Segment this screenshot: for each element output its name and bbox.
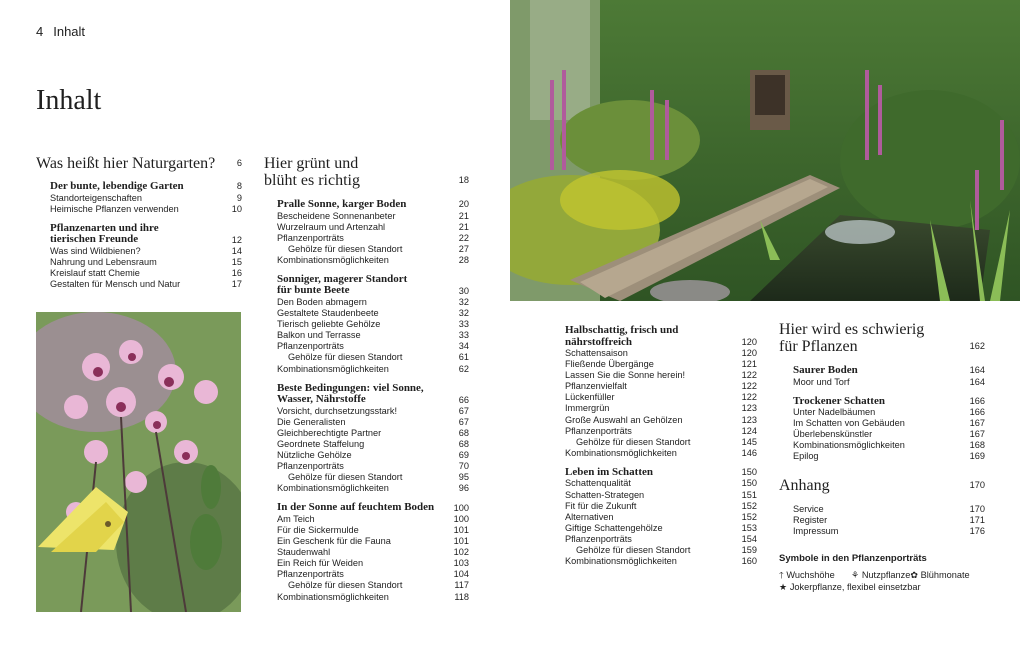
toc-entry[interactable] bbox=[50, 246, 242, 257]
chapter-page: 6 bbox=[236, 158, 242, 168]
chapter-title-line: Hier grünt und bbox=[264, 155, 359, 172]
entry-page: 14 bbox=[231, 245, 242, 256]
toc-entry[interactable] bbox=[277, 461, 469, 472]
entry-page: 22 bbox=[458, 232, 469, 243]
entry-page: 146 bbox=[741, 447, 757, 458]
toc-section[interactable] bbox=[50, 234, 242, 246]
entry-page: 145 bbox=[741, 436, 757, 447]
section-title: Wasser, Nährstoffe bbox=[277, 393, 366, 406]
entry-page: 122 bbox=[741, 370, 757, 381]
section-page: 120 bbox=[741, 336, 757, 347]
chapter-title: Was heißt hier Naturgarten? bbox=[36, 155, 216, 172]
entry-title: Unter Nadelbäumen bbox=[793, 407, 876, 418]
toc-entry[interactable] bbox=[565, 392, 757, 403]
toc-entry[interactable] bbox=[277, 341, 469, 352]
toc-section[interactable] bbox=[793, 396, 985, 408]
toc-entry[interactable] bbox=[50, 193, 242, 204]
entry-title: Lückenfüller bbox=[565, 392, 615, 403]
entry-page: 28 bbox=[458, 254, 469, 265]
entry-page: 17 bbox=[231, 278, 242, 289]
entry-page: 69 bbox=[458, 450, 469, 460]
entry-page: 151 bbox=[741, 489, 757, 500]
section-page: 150 bbox=[741, 467, 757, 478]
entry-page: 152 bbox=[741, 500, 757, 511]
entry-title: Bescheidene Sonnenanbeter bbox=[277, 210, 396, 221]
entry-title: Fit für die Zukunft bbox=[565, 500, 637, 511]
entry-page: 70 bbox=[458, 461, 469, 472]
entry-title: Lassen Sie die Sonne herein! bbox=[565, 370, 686, 381]
entry-page: 61 bbox=[458, 352, 469, 363]
toc-entry[interactable] bbox=[793, 526, 985, 537]
entry-title: Den Boden abmagern bbox=[277, 296, 367, 307]
entry-title: Kombinationsmöglichkeiten bbox=[565, 556, 677, 567]
entry-title: Schatten-Strategen bbox=[565, 489, 645, 500]
legend-item bbox=[910, 570, 982, 581]
entry-title: Schattenqualität bbox=[565, 478, 631, 489]
toc-section[interactable] bbox=[793, 365, 985, 377]
entry-title: Kombinationsmöglichkeiten bbox=[277, 591, 389, 602]
section-title: tierischen Freunde bbox=[50, 233, 139, 246]
toc-entry[interactable] bbox=[565, 512, 757, 523]
entry-page: 121 bbox=[741, 359, 757, 370]
entry-page: 153 bbox=[741, 522, 757, 533]
toc-entry[interactable] bbox=[565, 415, 757, 426]
legend-item bbox=[779, 570, 851, 581]
entry-title: Gehölze für diesen Standort bbox=[288, 580, 403, 591]
toc-section[interactable] bbox=[50, 181, 242, 193]
section-title-line: Halbschattig, frisch und bbox=[565, 324, 679, 336]
toc-entry[interactable] bbox=[565, 448, 757, 459]
entry-title: Im Schatten von Gebäuden bbox=[793, 418, 905, 429]
toc-entry[interactable] bbox=[277, 428, 469, 439]
toc-entry[interactable] bbox=[565, 523, 757, 534]
toc-entry[interactable] bbox=[793, 451, 985, 462]
entry-page: 159 bbox=[741, 545, 757, 555]
entry-page: 33 bbox=[458, 330, 469, 341]
toc-entry[interactable] bbox=[277, 352, 469, 363]
star-icon: ★ bbox=[779, 582, 788, 593]
chapter-page: 162 bbox=[969, 341, 985, 351]
entry-title: Überlebenskünstler bbox=[793, 429, 873, 440]
running-header bbox=[36, 24, 85, 39]
entry-page: 21 bbox=[458, 210, 469, 221]
entry-title: Pflanzenvielfalt bbox=[565, 381, 627, 392]
toc-column-1 bbox=[36, 155, 242, 290]
section-title: Der bunte, lebendige Garten bbox=[50, 180, 184, 192]
entry-title: Tierisch geliebte Gehölze bbox=[277, 319, 381, 330]
toc-entry[interactable] bbox=[793, 407, 985, 418]
entry-title: Pflanzenporträts bbox=[277, 341, 344, 352]
entry-title: Immergrün bbox=[565, 403, 610, 414]
toc-entry[interactable] bbox=[277, 417, 469, 428]
entry-title: Kombinationsmöglichkeiten bbox=[277, 254, 389, 265]
entry-page: 160 bbox=[741, 556, 757, 567]
toc-entry[interactable] bbox=[793, 429, 985, 440]
section-title: für bunte Beete bbox=[277, 284, 350, 297]
entry-title: Für die Sickermulde bbox=[277, 524, 359, 535]
garden-pond-photo bbox=[510, 0, 1020, 301]
entry-page: 123 bbox=[741, 414, 757, 425]
entry-title: Pflanzenporträts bbox=[277, 569, 344, 580]
toc-section[interactable] bbox=[565, 337, 757, 349]
toc-entry[interactable] bbox=[277, 558, 469, 569]
entry-title: Gehölze für diesen Standort bbox=[288, 472, 403, 483]
entry-page: 120 bbox=[741, 348, 757, 358]
toc-entry[interactable] bbox=[277, 536, 469, 547]
entry-page: 33 bbox=[458, 319, 469, 330]
entry-title: Wurzelraum und Artenzahl bbox=[277, 221, 386, 232]
entry-title: Kreislauf statt Chemie bbox=[50, 267, 140, 278]
section-title: Leben im Schatten bbox=[565, 465, 653, 478]
toc-entry[interactable] bbox=[565, 370, 757, 381]
toc-entry[interactable] bbox=[565, 556, 757, 567]
toc-entry[interactable] bbox=[277, 297, 469, 308]
entry-page: 32 bbox=[458, 296, 469, 307]
section-page: 20 bbox=[458, 199, 469, 210]
toc-entry[interactable] bbox=[277, 330, 469, 341]
entry-title: Balkon und Terrasse bbox=[277, 330, 361, 341]
entry-title: Epilog bbox=[793, 451, 819, 462]
entry-title: Was sind Wildbienen? bbox=[50, 245, 141, 256]
toc-entry[interactable] bbox=[793, 377, 985, 388]
entry-page: 164 bbox=[969, 376, 985, 387]
toc-section[interactable] bbox=[277, 285, 469, 297]
entry-title: Pflanzenporträts bbox=[565, 425, 632, 436]
toc-entry[interactable] bbox=[277, 406, 469, 417]
chapter-title: blüht es richtig bbox=[264, 172, 360, 189]
toc-column-2 bbox=[264, 155, 469, 603]
entry-page: 62 bbox=[458, 363, 469, 374]
entry-title: Alternativen bbox=[565, 511, 614, 522]
entry-page: 100 bbox=[453, 513, 469, 524]
entry-page: 166 bbox=[969, 407, 985, 418]
legend-label: Blühmonate bbox=[920, 569, 970, 580]
symbols-legend-title: Symbole in den Pflanzenporträts bbox=[779, 552, 927, 564]
toc-entry[interactable] bbox=[793, 440, 985, 451]
toc-entry[interactable] bbox=[50, 204, 242, 215]
section-page: 164 bbox=[969, 365, 985, 376]
toc-entry[interactable] bbox=[277, 592, 469, 603]
oregano-butterfly-illustration bbox=[36, 312, 241, 612]
section-page: 166 bbox=[969, 396, 985, 406]
entry-page: 95 bbox=[458, 472, 469, 483]
toc-chapter[interactable] bbox=[779, 338, 985, 355]
entry-title: Schattensaison bbox=[565, 348, 628, 358]
chapter-title: für Pflanzen bbox=[779, 338, 858, 355]
toc-entry[interactable] bbox=[277, 364, 469, 375]
entry-page: 117 bbox=[454, 580, 469, 591]
toc-column-4 bbox=[779, 321, 985, 593]
legend-item bbox=[851, 570, 910, 581]
toc-entry[interactable] bbox=[277, 483, 469, 494]
entry-title: Standorteigenschaften bbox=[50, 192, 142, 203]
entry-page: 68 bbox=[458, 438, 469, 449]
entry-page: 101 bbox=[453, 536, 469, 547]
entry-title: Gehölze für diesen Standort bbox=[288, 243, 403, 254]
toc-entry[interactable] bbox=[50, 257, 242, 268]
entry-title: Gehölze für diesen Standort bbox=[288, 352, 403, 363]
toc-entry[interactable] bbox=[50, 268, 242, 279]
toc-entry[interactable] bbox=[277, 514, 469, 525]
entry-title: Fließende Übergänge bbox=[565, 359, 654, 370]
toc-entry[interactable] bbox=[277, 439, 469, 450]
toc-section[interactable] bbox=[277, 394, 469, 406]
page-number: 4 bbox=[36, 24, 44, 39]
toc-entry[interactable] bbox=[277, 547, 469, 558]
entry-page: 32 bbox=[458, 308, 469, 319]
entry-title: Kombinationsmöglichkeiten bbox=[277, 483, 389, 494]
section-page: 8 bbox=[236, 181, 242, 192]
section-title-line: Sonniger, magerer Standort bbox=[277, 272, 408, 285]
chapter-title-line: Hier wird es schwierig bbox=[779, 321, 925, 338]
flower-icon: ✿ bbox=[910, 569, 919, 580]
toc-chapter[interactable] bbox=[36, 155, 242, 172]
section-title-line: Beste Bedingungen: viel Sonne, bbox=[277, 381, 424, 394]
entry-title: Gleichberechtigte Partner bbox=[277, 427, 382, 438]
section-title: nährstoffreich bbox=[565, 335, 633, 348]
oregano-butterfly-photo bbox=[36, 312, 241, 612]
page-title: Inhalt bbox=[36, 85, 102, 116]
entry-title: Kombinationsmöglichkeiten bbox=[793, 440, 905, 451]
legend-label: Wuchshöhe bbox=[786, 569, 835, 580]
entry-page: 67 bbox=[458, 405, 469, 416]
entry-page: 9 bbox=[236, 192, 242, 203]
entry-page: 68 bbox=[458, 427, 469, 438]
toc-entry[interactable] bbox=[277, 580, 469, 591]
entry-page: 170 bbox=[969, 503, 985, 514]
entry-page: 122 bbox=[741, 381, 757, 392]
legend-item bbox=[779, 582, 921, 593]
entry-page: 152 bbox=[741, 511, 757, 522]
toc-entry[interactable] bbox=[793, 515, 985, 526]
toc-entry[interactable] bbox=[277, 233, 469, 244]
entry-page: 150 bbox=[741, 478, 757, 489]
toc-entry[interactable] bbox=[50, 279, 242, 290]
entry-page: 67 bbox=[458, 416, 469, 427]
toc-entry[interactable] bbox=[565, 348, 757, 359]
chapter-title: Anhang bbox=[779, 476, 830, 494]
section-title: Pralle Sonne, karger Boden bbox=[277, 198, 407, 210]
entry-page: 102 bbox=[453, 547, 469, 558]
toc-column-3 bbox=[565, 325, 757, 567]
entry-title: Register bbox=[793, 514, 828, 525]
entry-page: 118 bbox=[454, 591, 469, 602]
entry-title: Die Generalisten bbox=[277, 416, 346, 427]
entry-page: 167 bbox=[969, 429, 985, 440]
garden-pond-illustration bbox=[510, 0, 1020, 301]
toc-entry[interactable] bbox=[277, 472, 469, 483]
entry-page: 167 bbox=[969, 418, 985, 429]
toc-entry[interactable] bbox=[565, 381, 757, 392]
entry-title: Giftige Schattengehölze bbox=[565, 522, 663, 533]
entry-title: Heimische Pflanzen verwenden bbox=[50, 203, 179, 214]
toc-chapter[interactable] bbox=[264, 172, 469, 189]
toc-entry[interactable] bbox=[565, 403, 757, 414]
section-page: 100 bbox=[453, 502, 469, 513]
toc-entry[interactable] bbox=[277, 211, 469, 222]
entry-title: Vorsicht, durchsetzungsstark! bbox=[277, 405, 398, 416]
section-page: 12 bbox=[231, 234, 242, 245]
entry-title: Staudenwahl bbox=[277, 547, 331, 558]
toc-entry[interactable] bbox=[565, 545, 757, 556]
toc-entry[interactable] bbox=[277, 525, 469, 536]
entry-title: Nützliche Gehölze bbox=[277, 450, 352, 460]
toc-entry[interactable] bbox=[277, 222, 469, 233]
entry-page: 122 bbox=[741, 392, 757, 403]
legend-label: Nutzpflanze bbox=[861, 569, 911, 580]
toc-entry[interactable] bbox=[565, 426, 757, 437]
toc-entry[interactable] bbox=[277, 244, 469, 255]
entry-title: Gestaltete Staudenbeete bbox=[277, 308, 379, 319]
toc-section[interactable] bbox=[277, 502, 469, 514]
toc-chapter[interactable] bbox=[779, 477, 985, 494]
chapter-page: 170 bbox=[969, 479, 985, 490]
entry-title: Service bbox=[793, 503, 824, 514]
chapter-page: 18 bbox=[458, 175, 469, 185]
entry-page: 168 bbox=[969, 440, 985, 451]
entry-title: Pflanzenporträts bbox=[277, 461, 344, 472]
section-page: 30 bbox=[458, 285, 469, 296]
entry-title: Kombinationsmöglichkeiten bbox=[565, 447, 677, 458]
entry-page: 154 bbox=[741, 533, 757, 544]
toc-entry[interactable] bbox=[565, 359, 757, 370]
toc-entry[interactable] bbox=[565, 490, 757, 501]
entry-page: 15 bbox=[231, 256, 242, 267]
toc-entry[interactable] bbox=[277, 569, 469, 580]
section-title: Saurer Boden bbox=[793, 364, 858, 376]
toc-entry[interactable] bbox=[565, 437, 757, 448]
section-page: 66 bbox=[458, 394, 469, 405]
toc-entry[interactable] bbox=[277, 255, 469, 266]
entry-title: Am Teich bbox=[277, 513, 315, 524]
toc-section[interactable] bbox=[565, 467, 757, 479]
entry-page: 123 bbox=[741, 403, 757, 414]
entry-title: Gehölze für diesen Standort bbox=[576, 545, 691, 555]
entry-title: Gehölze für diesen Standort bbox=[576, 436, 691, 447]
running-title: Inhalt bbox=[53, 24, 86, 39]
toc-entry[interactable] bbox=[793, 418, 985, 429]
section-title-line: Pflanzenarten und ihre bbox=[50, 221, 159, 234]
entry-page: 27 bbox=[458, 243, 469, 254]
entry-title: Pflanzenporträts bbox=[565, 533, 632, 544]
entry-page: 34 bbox=[458, 341, 469, 352]
entry-page: 21 bbox=[458, 221, 469, 232]
entry-title: Impressum bbox=[793, 525, 839, 536]
toc-entry[interactable] bbox=[793, 504, 985, 515]
entry-title: Pflanzenporträts bbox=[277, 232, 344, 243]
toc-section[interactable] bbox=[277, 199, 469, 211]
entry-page: 16 bbox=[231, 267, 242, 278]
section-title: Trockener Schatten bbox=[793, 394, 885, 407]
legend-label: Jokerpflanze, flexibel einsetzbar bbox=[789, 582, 921, 593]
entry-page: 176 bbox=[969, 525, 985, 536]
entry-title: Ein Geschenk für die Fauna bbox=[277, 536, 391, 547]
entry-title: Ein Reich für Weiden bbox=[277, 558, 364, 569]
toc-entry[interactable] bbox=[277, 450, 469, 461]
section-title: In der Sonne auf feuchtem Boden bbox=[277, 501, 435, 514]
entry-page: 101 bbox=[453, 524, 469, 535]
useful-plant-icon: ⚘ bbox=[851, 569, 860, 580]
entry-page: 103 bbox=[453, 558, 469, 569]
toc-entry[interactable] bbox=[565, 534, 757, 545]
arrow-up-icon: 🡑 bbox=[779, 569, 784, 580]
toc-entry[interactable] bbox=[565, 501, 757, 512]
entry-page: 124 bbox=[741, 425, 757, 436]
entry-title: Kombinationsmöglichkeiten bbox=[277, 363, 389, 374]
entry-title: Große Auswahl an Gehölzen bbox=[565, 414, 683, 425]
entry-page: 104 bbox=[453, 569, 469, 580]
entry-page: 96 bbox=[458, 483, 469, 494]
toc-entry[interactable] bbox=[277, 319, 469, 330]
entry-title: Moor und Torf bbox=[793, 376, 850, 387]
entry-page: 171 bbox=[969, 514, 985, 525]
entry-title: Nahrung und Lebensraum bbox=[50, 256, 157, 267]
entry-page: 10 bbox=[231, 203, 242, 214]
toc-entry[interactable] bbox=[565, 478, 757, 489]
toc-entry[interactable] bbox=[277, 308, 469, 319]
entry-title: Gestalten für Mensch und Natur bbox=[50, 278, 181, 289]
symbols-legend bbox=[779, 570, 985, 593]
entry-title: Geordnete Staffelung bbox=[277, 438, 365, 449]
entry-page: 169 bbox=[969, 451, 985, 462]
